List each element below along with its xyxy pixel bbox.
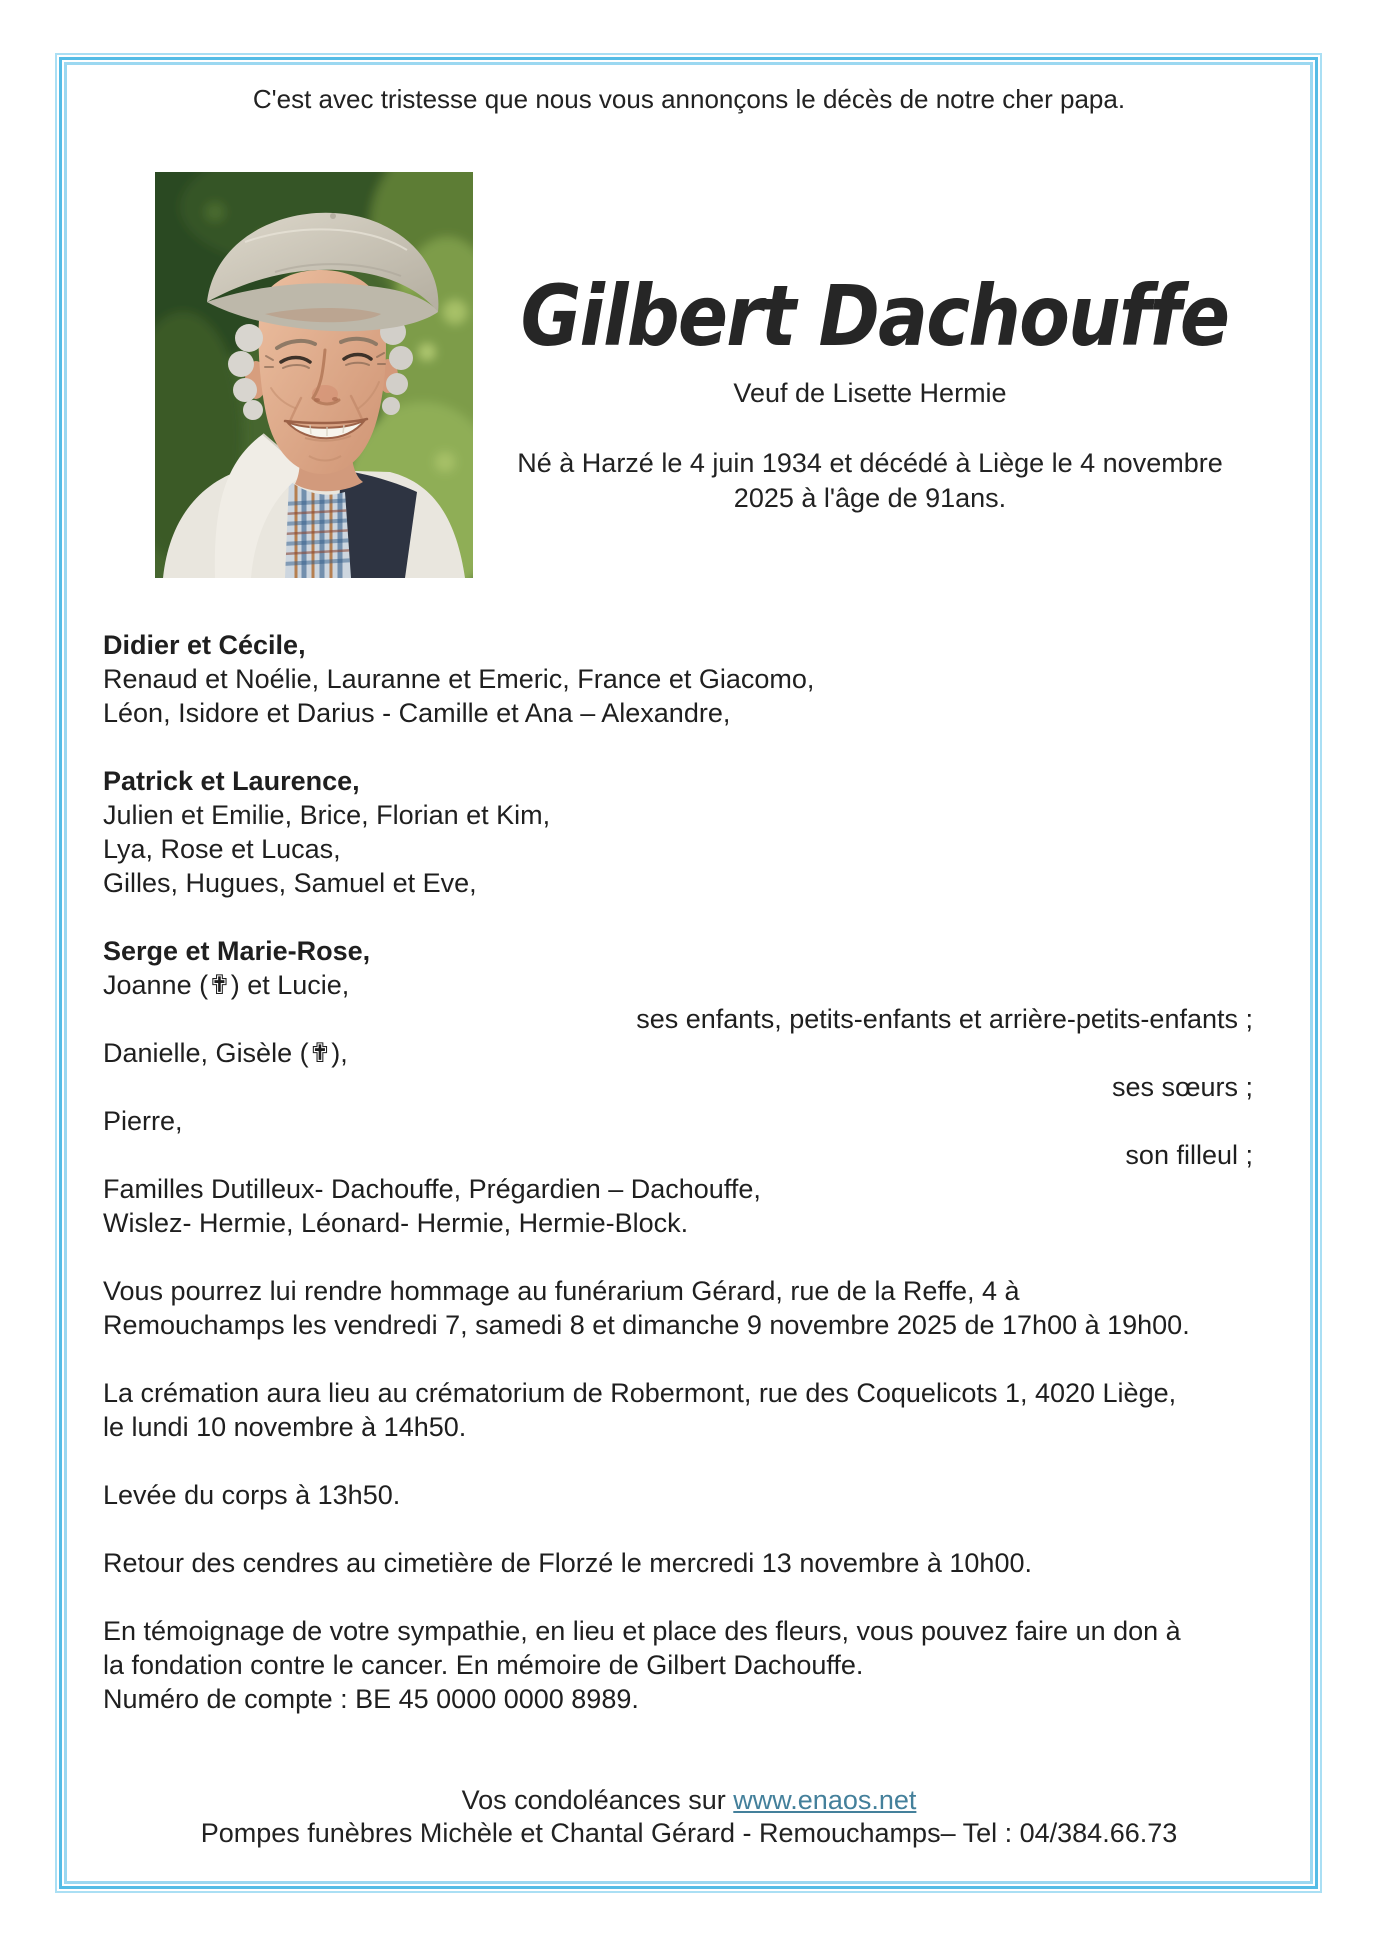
life-dates-line2: 2025 à l'âge de 91ans. <box>733 483 1007 513</box>
cremation-notice-line: le lundi 10 novembre à 14h50. <box>103 1412 467 1442</box>
body-text <box>103 628 1253 1716</box>
family-names-line: Léon, Isidore et Darius - Camille et Ana – Alexandre, <box>103 698 731 728</box>
announcement-text: C'est avec tristesse que nous vous annonçons le décès de notre cher papa. <box>252 84 1126 114</box>
family-group-heading: Patrick et Laurence, <box>103 766 360 796</box>
spacer <box>103 1512 1253 1546</box>
relation-label: ses enfants, petits-enfants et arrière-petits-enfants ; <box>636 1004 1253 1034</box>
family-names-line: Joanne (✟) et Lucie, <box>103 970 350 1000</box>
family-names-line: Danielle, Gisèle (✟), <box>103 1038 348 1068</box>
header-block <box>473 262 1267 516</box>
levee-notice-line: Levée du corps à 13h50. <box>103 1480 401 1510</box>
ashes-notice-line: Retour des cendres au cimetière de Florzé le mercredi 13 novembre à 10h00. <box>103 1548 1032 1578</box>
donation-notice-line: la fondation contre le cancer. En mémoire de Gilbert Dachouffe. <box>103 1650 864 1680</box>
account-number-line: Numéro de compte : BE 45 0000 0000 8989. <box>103 1684 639 1714</box>
families-line: Wislez- Hermie, Léonard- Hermie, Hermie-Block. <box>103 1208 689 1238</box>
condolences-text: Vos condoléances sur <box>461 1785 734 1815</box>
funeral-home-line: Pompes funèbres Michèle et Chantal Gérard - Remouchamps– Tel : 04/384.66.73 <box>200 1818 1178 1848</box>
family-group-heading: Didier et Cécile, <box>103 630 306 660</box>
family-names-line: Julien et Emilie, Brice, Florian et Kim, <box>103 800 551 830</box>
life-dates-line1: Né à Harzé le 4 juin 1934 et décédé à Liège le 4 novembre <box>517 448 1223 478</box>
visitation-notice-line: Remouchamps les vendredi 7, samedi 8 et dimanche 9 novembre 2025 de 17h00 à 19h00. <box>103 1310 1190 1340</box>
donation-notice-line: En témoignage de votre sympathie, en lieu et place des fleurs, vous pouvez faire un don à <box>103 1616 1181 1646</box>
spacer <box>103 730 1253 764</box>
spacer <box>103 900 1253 934</box>
family-names-line: Lya, Rose et Lucas, <box>103 834 341 864</box>
spacer <box>103 1444 1253 1478</box>
condolences-line <box>0 1784 1378 1817</box>
deceased-subtitle: Veuf de Lisette Hermie <box>733 378 1007 408</box>
family-names-line: Renaud et Noélie, Lauranne et Emeric, France et Giacomo, <box>103 664 815 694</box>
relation-label: ses sœurs ; <box>1111 1072 1253 1102</box>
visitation-notice-line: Vous pourrez lui rendre hommage au funérarium Gérard, rue de la Reffe, 4 à <box>103 1276 1020 1306</box>
spacer <box>103 1580 1253 1614</box>
families-line: Familles Dutilleux- Dachouffe, Prégardien – Dachouffe, <box>103 1174 761 1204</box>
footer <box>0 1784 1378 1850</box>
cremation-notice-line: La crémation aura lieu au crématorium de Robermont, rue des Coquelicots 1, 4020 Liège, <box>103 1378 1177 1408</box>
family-names-line: Gilles, Hugues, Samuel et Eve, <box>103 868 477 898</box>
portrait-illustration <box>155 172 473 578</box>
deceased-name: Gilbert Dachouffe <box>520 267 1229 365</box>
spacer <box>103 1342 1253 1376</box>
family-names-line: Pierre, <box>103 1106 183 1136</box>
family-group-heading: Serge et Marie-Rose, <box>103 936 371 966</box>
enaos-link[interactable]: www.enaos.net <box>733 1785 917 1815</box>
life-dates <box>473 446 1267 516</box>
deceased-photo <box>155 172 473 578</box>
spacer <box>103 1240 1253 1274</box>
relation-label: son filleul ; <box>1125 1140 1253 1170</box>
